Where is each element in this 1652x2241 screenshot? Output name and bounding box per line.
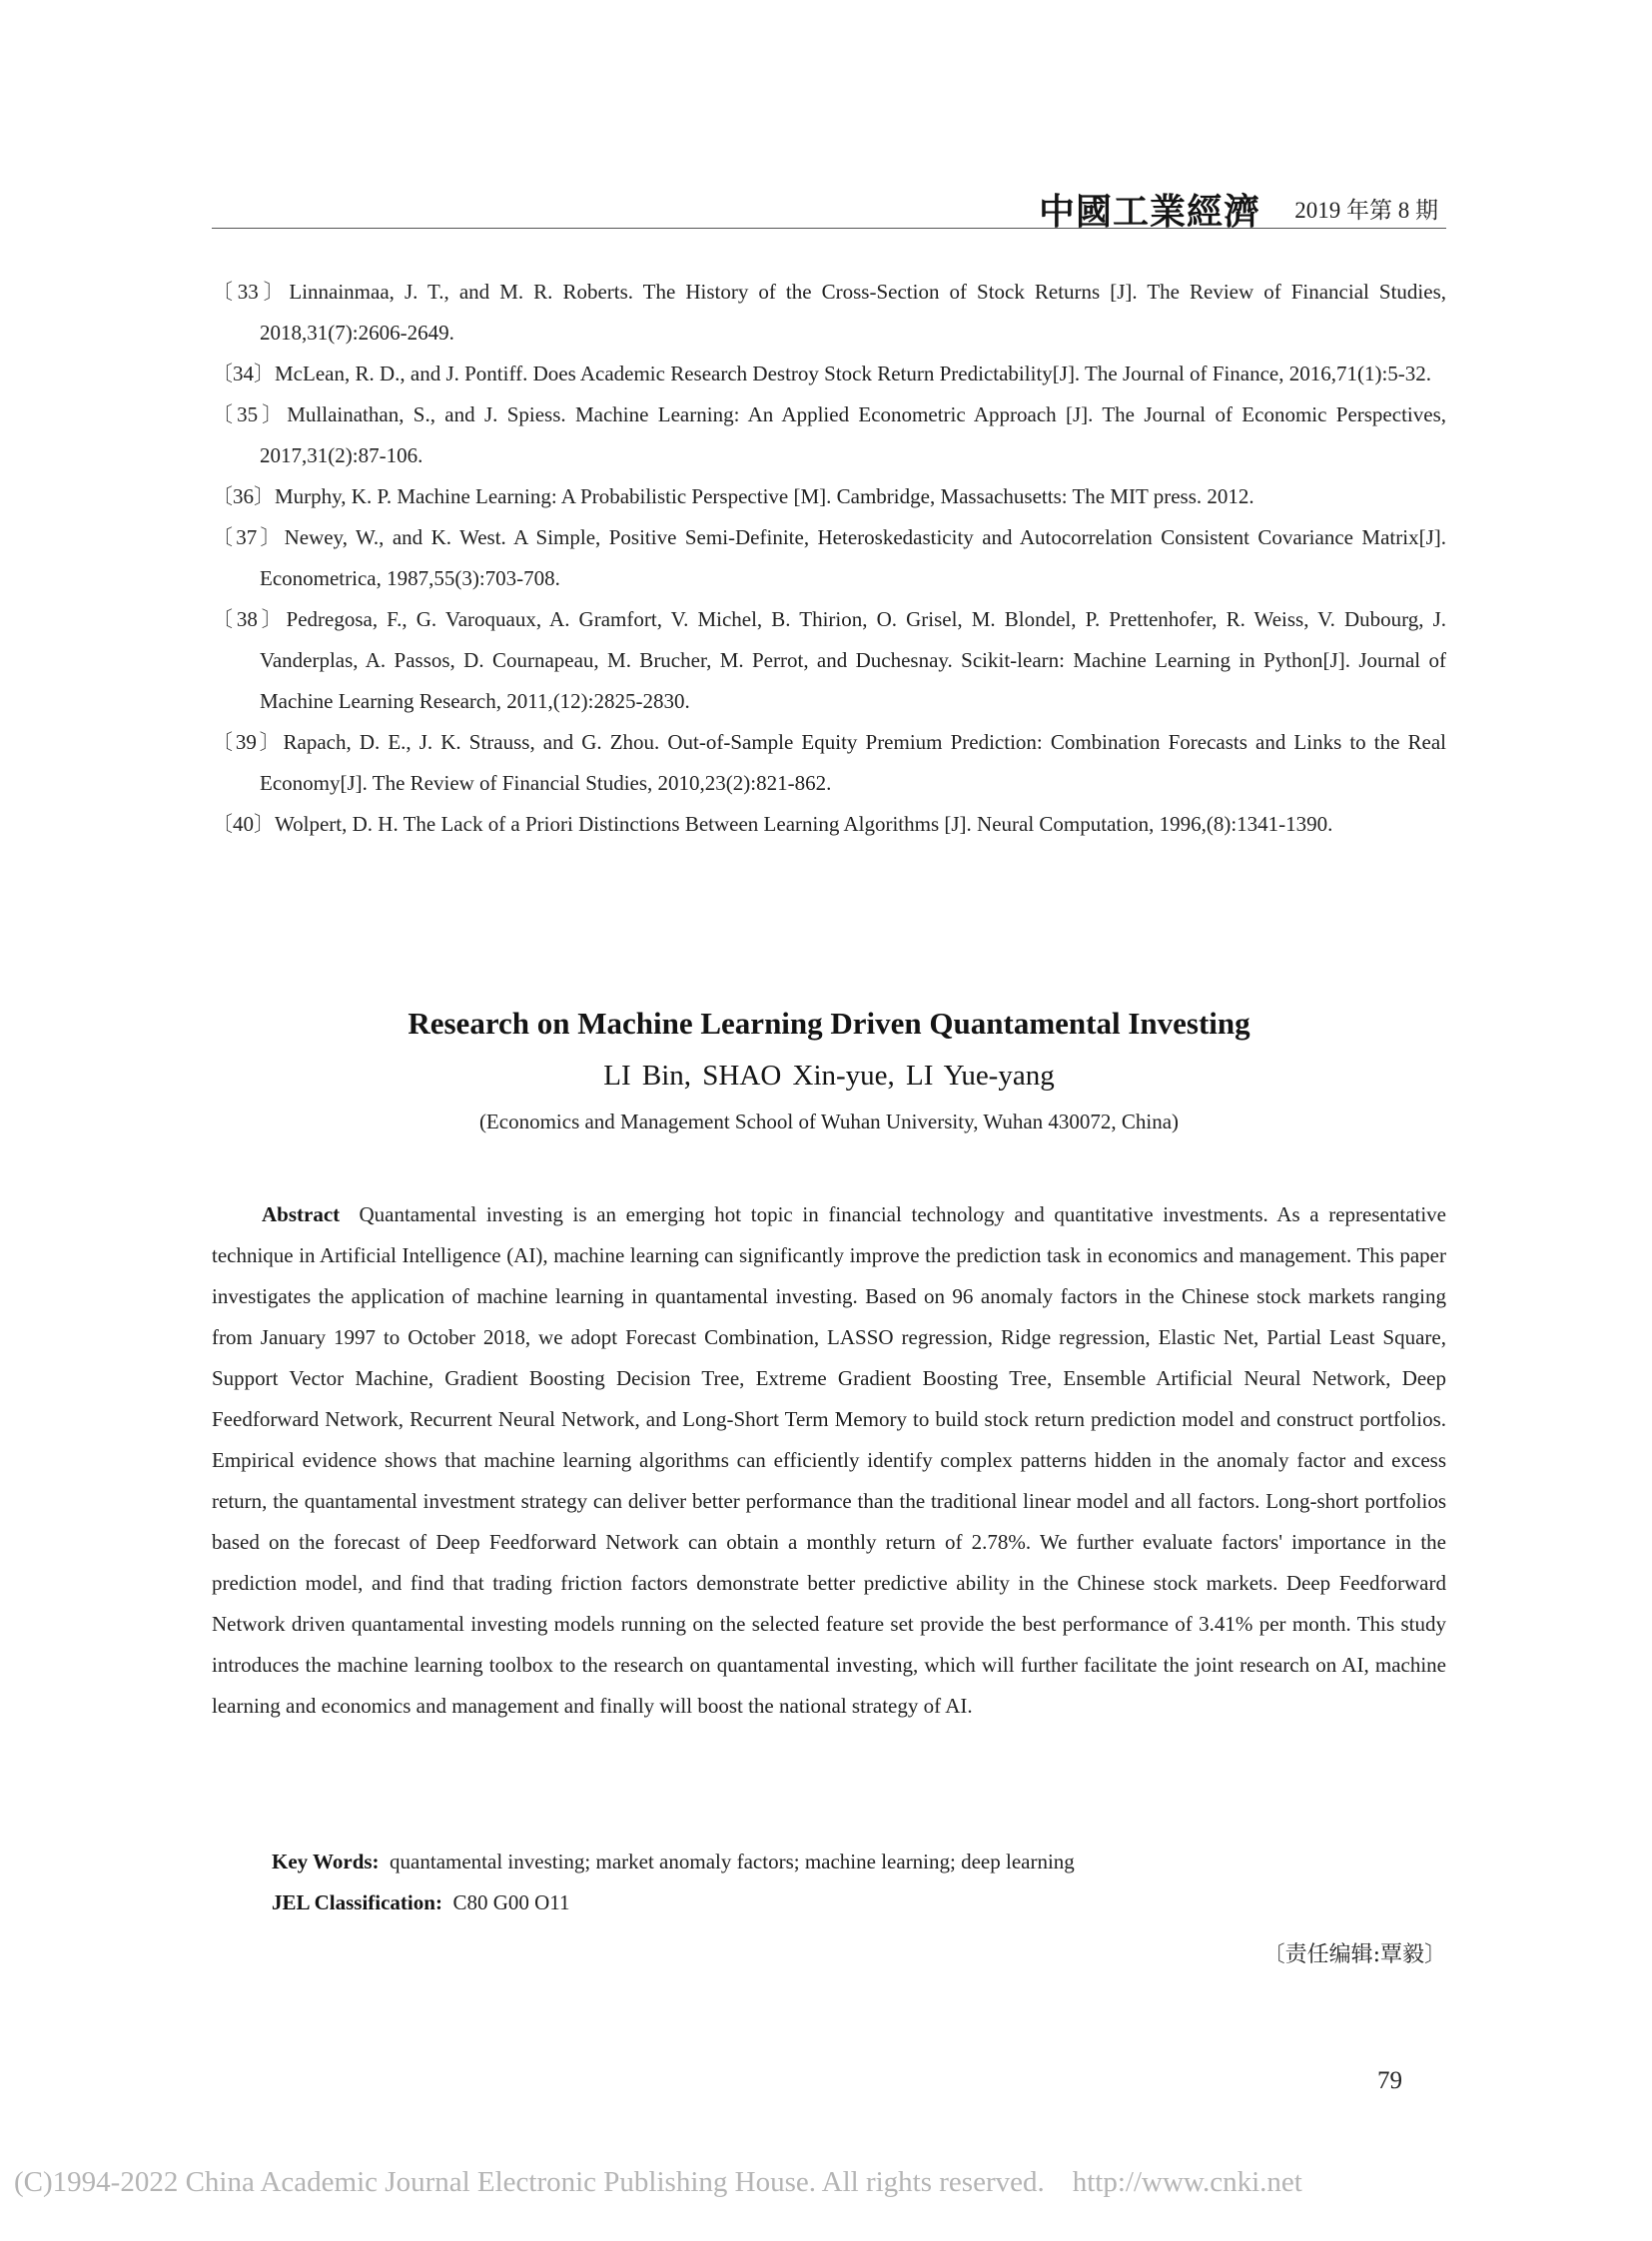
journal-logo: 中國工業經濟 — [1038, 191, 1260, 233]
jel-line — [272, 1890, 1446, 1915]
jel-label: JEL Classification: — [272, 1890, 442, 1914]
footer-url[interactable]: http://www.cnki.net — [1072, 2166, 1302, 2198]
reference-item: 〔36〕Murphy, K. P. Machine Learning: A Probabilistic Perspective [M]. Cambridge, Massachusetts: The MIT press. 2012. — [212, 484, 1254, 508]
reference-item: 〔37〕Newey, W., and K. West. A Simple, Positive Semi-Definite, Heteroskedasticity and Autocorrelation Consistent Covariance Matrix[J]. Econometrica, 1987,55(3):703-708. — [212, 525, 1446, 590]
abstract-paragraph — [212, 1194, 1446, 1727]
reference-item: 〔35〕Mullainathan, S., and J. Spiess. Machine Learning: An Applied Econometric Approach [J]. The Journal of Economic Perspectives, 2017,31(2):87-106. — [212, 402, 1446, 467]
affiliation: (Economics and Management School of Wuhan University, Wuhan 430072, China) — [478, 1110, 1180, 1133]
reference-item: 〔40〕Wolpert, D. H. The Lack of a Priori Distinctions Between Learning Algorithms [J]. Neural Computation, 1996,(8):1341-1390. — [212, 812, 1333, 836]
running-header — [212, 178, 1446, 233]
abstract-label: Abstract — [262, 1202, 341, 1226]
reference-list — [212, 272, 1446, 845]
page-number: 79 — [1377, 2067, 1402, 2094]
keywords-label: Key Words: — [272, 1850, 380, 1873]
abstract-text: Quantamental investing is an emerging hot topic in financial technology and quantitative investments. As a representative technique in Artificial Intelligence (AI), machine learning can significantly improve the prediction task in economics and management. This paper investigates the application of machine learning in quantamental investing. Based on 96 anomaly factors in the Chinese stock markets ranging from January 1997 to October 2018, we adopt Forecast Combination, LASSO regression, Ridge regression, Elastic Net, Partial Least Square, Support Vector Machine, Gradient Boosting Decision Tree, Extreme Gradient Boosting Tree, Ensemble Artificial Neural Network, Deep Feedforward Network, Recurrent Neural Network, and Long-Short Term Memory to build stock return prediction model and construct portfolios. Empirical evidence shows that machine learning algorithms can efficiently identify complex patterns hidden in the anomaly factor and excess return, the quantamental investment strategy can deliver better performance than the traditional linear model and all factors. Long-short portfolios based on the forecast of Deep Feedforward Network can obtain a monthly return of 2.78%. We further evaluate factors' importance in the prediction model, and find that trading friction factors demonstrate better predictive ability in the Chinese stock markets. Deep Feedforward Network driven quantamental investing models running on the selected feature set provide the best performance of 3.41% per month. This study introduces the machine learning toolbox to the research on quantamental investing, which will further facilitate the joint research on AI, machine learning and economics and management and finally will boost the national strategy of AI. — [212, 1202, 1447, 1718]
reference-item: 〔33〕Linnainmaa, J. T., and M. R. Roberts. The History of the Cross-Section of Stock Returns [J]. The Review of Financial Studies, 2018,31(7):2606-2649. — [212, 280, 1446, 345]
editor-note: 〔责任编辑:覃毅〕 — [1262, 1942, 1446, 1967]
keywords-text: quantamental investing; market anomaly factors; machine learning; deep learning — [390, 1850, 1075, 1873]
reference-item: 〔38〕Pedregosa, F., G. Varoquaux, A. Gramfort, V. Michel, B. Thirion, O. Grisel, M. Blondel, P. Prettenhofer, R. Weiss, V. Dubourg, J. Vanderplas, A. Passos, D. Cournapeau, M. Brucher, M. Perrot, and Duchesnay. Scikit-learn: Machine Learning in Python[J]. Journal of Machine Learning Research, 2011,(12):2825-2830. — [212, 607, 1446, 713]
copyright-footer — [14, 2166, 1652, 2199]
issue-label: 2019 年第 8 期 — [1294, 198, 1438, 223]
english-title: Research on Machine Learning Driven Quantamental Investing — [408, 1006, 1250, 1041]
reference-item: 〔34〕McLean, R. D., and J. Pontiff. Does Academic Research Destroy Stock Return Predictability[J]. The Journal of Finance, 2016,71(1):5-32. — [212, 362, 1432, 385]
copyright-text: (C)1994-2022 China Academic Journal Electronic Publishing House. All rights reserved. — [14, 2166, 1045, 2198]
keywords-line — [272, 1850, 1446, 1874]
jel-codes: C80 G00 O11 — [452, 1890, 570, 1914]
author-list: LI Bin, SHAO Xin-yue, LI Yue-yang — [603, 1060, 1055, 1092]
reference-item: 〔39〕Rapach, D. E., J. K. Strauss, and G. Zhou. Out-of-Sample Equity Premium Prediction: Combination Forecasts and Links to the Real Economy[J]. The Review of Financial Studies, 2010,23(2):821-862. — [212, 730, 1446, 795]
